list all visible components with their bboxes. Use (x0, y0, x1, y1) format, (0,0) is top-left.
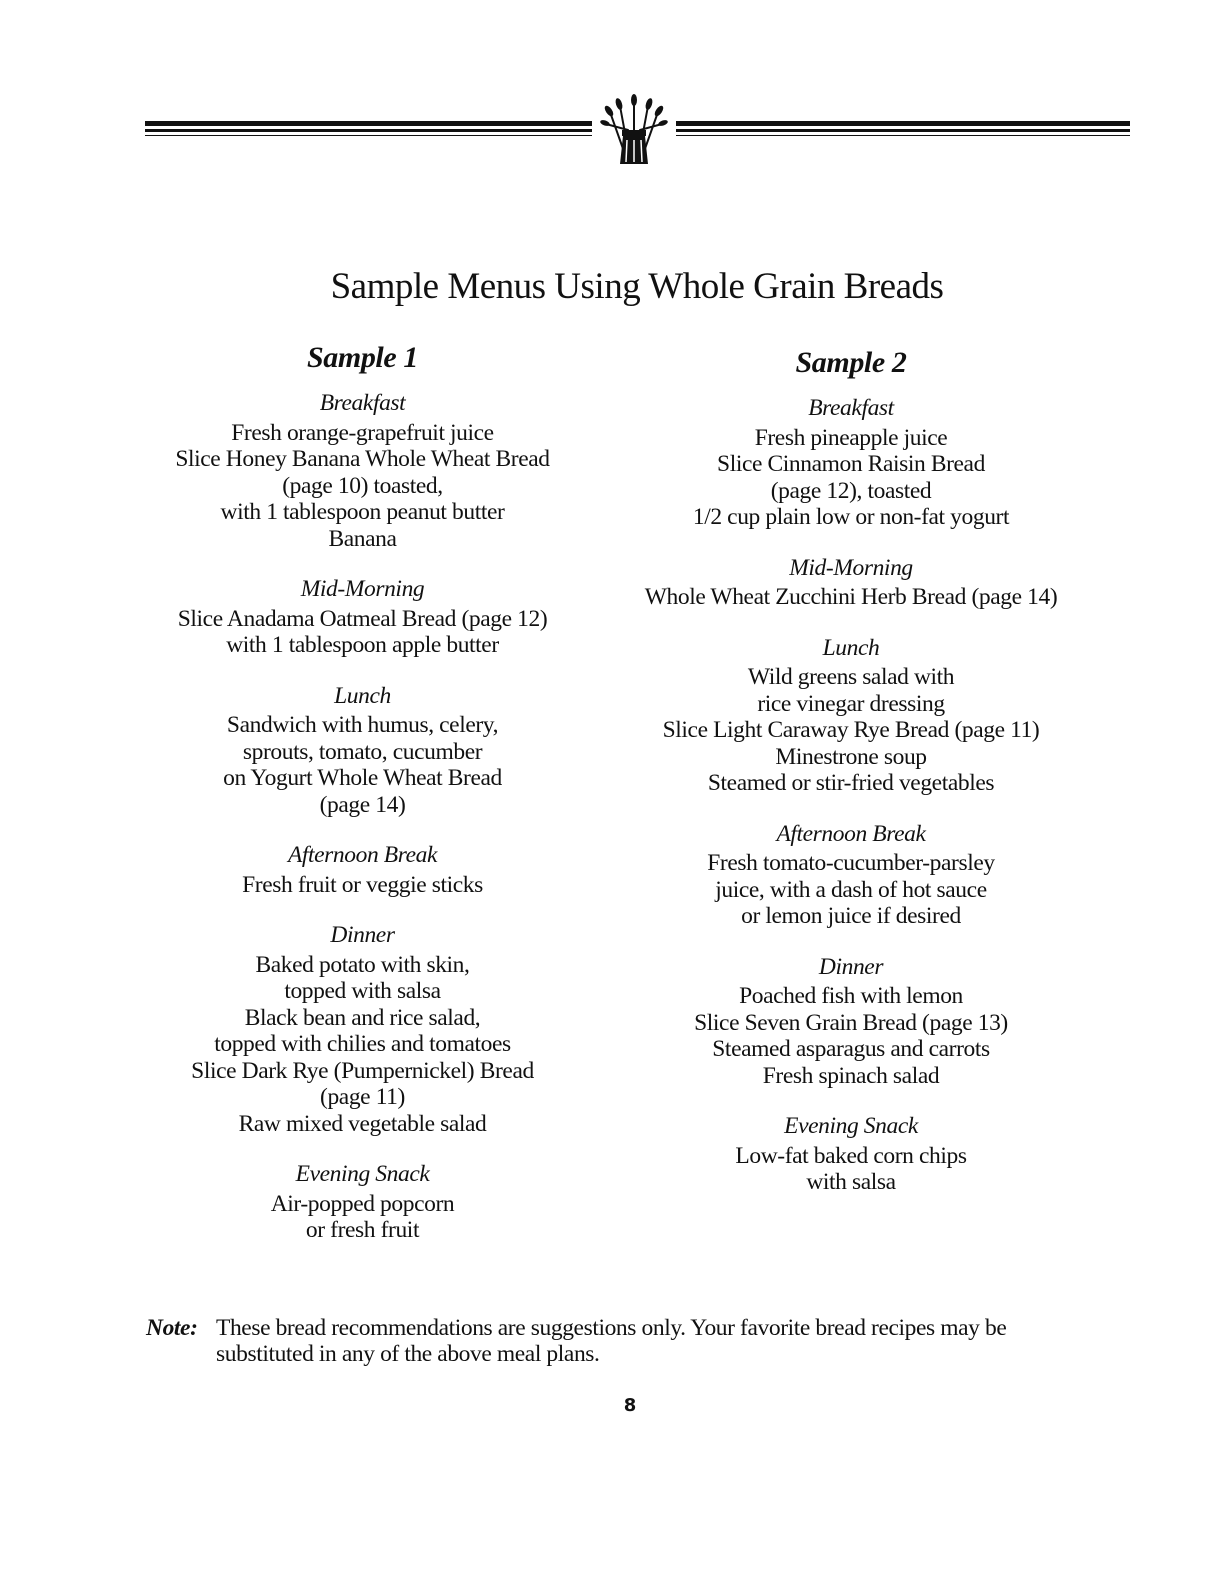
meal-line: topped with chilies and tomatoes (214, 1031, 511, 1057)
page-title: Sample Menus Using Whole Grain Breads (330, 266, 944, 307)
meal-name: Dinner (818, 953, 884, 980)
meal-line: or lemon juice if desired (741, 903, 961, 929)
sample-heading: Sample 2 (795, 346, 907, 379)
meal-name: Evening Snack (784, 1113, 918, 1139)
meal-line: rice vinegar dressing (757, 690, 945, 717)
meal-line: Slice Anadama Oatmeal Bread (page 12) (177, 605, 548, 632)
meal-line: sprouts, tomato, cucumber (242, 738, 483, 765)
meal-section (140, 683, 585, 819)
meal-line: Air-popped popcorn (270, 1190, 455, 1217)
meal-line: Fresh pineapple juice (754, 424, 948, 451)
meal-line: Whole Wheat Zucchini Herb Bread (page 14) (644, 584, 1058, 610)
meal-name: Mid-Morning (300, 576, 425, 602)
meal-section (140, 842, 585, 898)
meal-line: Steamed or stir-fried vegetables (707, 770, 995, 796)
meal-section (140, 576, 585, 659)
meal-name: Breakfast (808, 395, 894, 421)
meal-line: Fresh orange-grapefruit juice (231, 419, 494, 446)
meal-name: Lunch (822, 634, 880, 661)
meal-name: Mid-Morning (789, 554, 913, 581)
meal-line: juice, with a dash of hot sauce (715, 876, 987, 903)
meal-line: Slice Light Caraway Rye Bread (page 11) (662, 717, 1040, 743)
sample-column (620, 345, 1082, 1220)
meal-name: Lunch (334, 682, 391, 709)
meal-line: Sandwich with humus, celery, (226, 712, 499, 738)
meal-line: with 1 tablespoon apple butter (226, 632, 499, 658)
meal-line: Fresh spinach salad (762, 1062, 940, 1089)
meal-section (620, 555, 1082, 611)
meal-line: Slice Cinnamon Raisin Bread (717, 451, 985, 477)
meal-line: Black bean and rice salad, (244, 1004, 481, 1031)
meal-section (620, 821, 1082, 930)
sample-heading: Sample 1 (307, 341, 418, 374)
meal-line: Steamed asparagus and carrots (712, 1036, 990, 1062)
meal-line: Baked potato with skin, (255, 951, 470, 978)
meal-line: Fresh tomato-cucumber-parsley (707, 850, 995, 876)
meal-line: with 1 tablespoon peanut butter (220, 499, 505, 525)
page-number: 8 (623, 1395, 637, 1416)
meal-line: 1/2 cup plain low or non-fat yogurt (692, 504, 1010, 530)
meal-line: (page 10) toasted, (282, 472, 443, 499)
meal-section (140, 1161, 585, 1244)
wheat-sheaf-icon (592, 90, 676, 170)
meal-section (620, 635, 1082, 797)
meal-section (140, 922, 585, 1137)
meal-line: with salsa (806, 1169, 896, 1195)
meal-name: Evening Snack (295, 1161, 430, 1187)
meal-section (140, 390, 585, 552)
meal-line: or fresh fruit (305, 1217, 420, 1243)
meal-line: Slice Honey Banana Whole Wheat Bread (175, 446, 550, 472)
meal-line: Banana (328, 525, 397, 552)
meal-line: (page 14) (319, 791, 406, 818)
meal-line: Raw mixed vegetable salad (238, 1110, 487, 1137)
note-text: These bread recommendations are suggestions only. Your favorite bread recipes may be substituted in any of the above meal plans. (216, 1315, 1007, 1367)
sample-column (140, 340, 585, 1268)
meal-name: Breakfast (319, 390, 406, 416)
note-label: Note: (146, 1315, 198, 1341)
footnote (146, 1315, 1086, 1367)
meal-name: Afternoon Break (287, 842, 438, 868)
meal-line: Fresh fruit or veggie sticks (242, 871, 483, 898)
meal-name: Dinner (330, 922, 395, 948)
meal-line: Poached fish with lemon (739, 983, 963, 1009)
meal-line: Wild greens salad with (747, 664, 955, 690)
meal-line: (page 12), toasted (770, 477, 932, 504)
meal-line: Slice Dark Rye (Pumpernickel) Bread (191, 1057, 534, 1084)
meal-line: on Yogurt Whole Wheat Bread (223, 765, 502, 791)
meal-section (620, 395, 1082, 531)
meal-line: topped with salsa (284, 978, 441, 1004)
meal-section (620, 954, 1082, 1090)
meal-line: (page 11) (320, 1084, 405, 1110)
meal-line: Slice Seven Grain Bread (page 13) (694, 1009, 1008, 1036)
meal-name: Afternoon Break (776, 820, 926, 847)
meal-section (620, 1113, 1082, 1196)
meal-line: Low-fat baked corn chips (735, 1142, 967, 1169)
meal-line: Minestrone soup (775, 743, 927, 770)
